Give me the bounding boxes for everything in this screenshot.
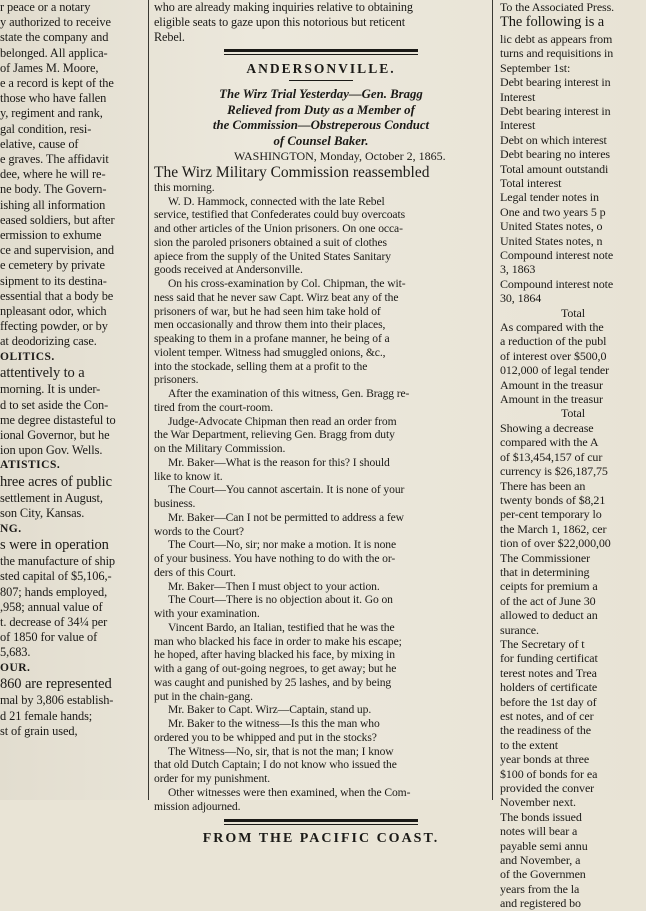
text-line: The following is a <box>500 14 605 31</box>
text-line: NG. <box>0 522 22 535</box>
text-line: mission adjourned. <box>154 799 241 813</box>
text-line: Debt bearing interest in <box>500 103 611 118</box>
text-line: ermission to exhume <box>0 228 102 243</box>
text-line: Total amount outstandi <box>500 161 609 176</box>
text-line: with a gang of out-going negroes, to get away; but he <box>154 662 397 676</box>
text-line: 30, 1864 <box>500 291 542 306</box>
text-line: Interest <box>500 118 536 133</box>
text-line: compared with the A <box>500 435 599 450</box>
section-divider <box>224 54 418 55</box>
text-line: ional Governor, but he <box>0 427 110 442</box>
text-line: with your examination. <box>154 607 260 621</box>
text-line: Rebel. <box>154 29 185 44</box>
text-line: of $13,454,157 of cur <box>500 449 603 464</box>
text-line: before the 1st day of <box>500 694 597 709</box>
subhead-line: The Wirz Trial Yesterday—Gen. Bragg <box>219 87 423 102</box>
text-line: ders of this Court. <box>154 565 236 579</box>
text-line: on the Military Commission. <box>154 442 286 456</box>
text-line: son City, Kansas. <box>0 506 85 521</box>
text-line: ATISTICS. <box>0 459 61 472</box>
text-line: Compound interest note <box>500 276 614 291</box>
section-divider <box>224 824 418 825</box>
text-line: words to the Court? <box>154 524 244 538</box>
text-line: like to know it. <box>154 469 223 483</box>
text-line: elative, cause of <box>0 136 79 151</box>
section-title: ANDERSONVILLE. <box>246 61 396 77</box>
text-line: st of grain used, <box>0 723 78 738</box>
text-line: service, testified that Confederates could buy overcoats <box>154 208 405 222</box>
subhead-line: of Counsel Baker. <box>273 133 369 148</box>
text-line: Mr. Baker—What is the reason for this? I should <box>168 455 390 469</box>
text-line: Debt on which interest <box>500 132 607 147</box>
text-line: to the extent <box>500 737 559 752</box>
text-line: surance. <box>500 622 539 637</box>
text-line: United States notes, n <box>500 233 603 248</box>
text-line: notes will bear a <box>500 824 578 839</box>
text-line: est notes, and of cer <box>500 709 594 723</box>
intro-paragraph <box>154 0 488 44</box>
text-line: Debt bearing no interes <box>500 147 610 162</box>
text-line: for funding certificat <box>500 651 598 666</box>
text-line: dee, where he will re- <box>0 167 106 182</box>
text-line: order for my punishment. <box>154 772 271 786</box>
text-line: 3, 1863 <box>500 262 536 277</box>
text-line: t. decrease of 34¼ per <box>0 615 108 630</box>
text-line: The Court—No, sir; nor make a motion. It is none <box>168 538 397 552</box>
subhead-line: the Commission—Obstreperous Conduct <box>212 118 430 133</box>
text-line: $100 of bonds for ea <box>500 766 598 781</box>
text-line: state the company and <box>0 30 109 45</box>
text-line: the readiness of the <box>500 723 591 738</box>
text-line: of 1850 for value of <box>0 630 98 645</box>
text-line: terest notes and Trea <box>500 665 597 680</box>
text-line: prisoners of war, but he had seen him take hold of <box>154 304 381 318</box>
text-line: Amount in the treasur <box>500 377 603 392</box>
text-line: of the act of June 30 <box>500 593 596 608</box>
text-line: me degree distasteful to <box>0 412 116 427</box>
left-column-text <box>0 0 148 739</box>
text-line: settlement in August, <box>0 491 103 506</box>
text-line: The Commissioner <box>500 550 591 565</box>
text-line: y authorized to receive <box>0 15 111 30</box>
text-line: of the Governmen <box>500 867 586 882</box>
text-line: and other articles of the Union prisoners. On one occa- <box>154 222 403 236</box>
text-line: was caught and punished by 25 lashes, and by being <box>154 675 392 689</box>
column-rule <box>492 0 493 800</box>
text-line: speaking to them in a profane manner, he being of a <box>154 332 390 346</box>
text-line: allowed to deduct an <box>500 608 598 623</box>
text-line: The Court—You cannot ascertain. It is none of your <box>168 483 405 497</box>
text-line: Mr. Baker—Can I not be permitted to address a few <box>168 510 404 524</box>
section-divider <box>224 49 418 52</box>
text-line: ishing all information <box>0 197 106 212</box>
text-line: Total <box>561 305 585 320</box>
text-line: at deodorizing case. <box>0 334 97 349</box>
text-line: United States notes, o <box>500 219 603 234</box>
text-line: ce and supervision, and <box>0 243 115 258</box>
text-line: men occasionally and throw them into their places, <box>154 318 386 332</box>
text-line: provided the conver <box>500 781 595 796</box>
text-line: prisoners. <box>154 373 199 387</box>
text-line: year bonds at three <box>500 752 590 767</box>
text-line: Interest <box>500 89 536 104</box>
text-line: payable semi annu <box>500 838 588 853</box>
section-divider <box>224 819 418 822</box>
text-line: who are already making inquiries relative to obtaining <box>154 0 413 14</box>
text-line: OLITICS. <box>0 350 55 363</box>
right-column <box>496 0 646 911</box>
dateline: WASHINGTON, Monday, October 2, 1865. <box>234 149 446 164</box>
text-line: After the examination of this witness, Gen. Bragg re- <box>168 387 410 401</box>
text-line: the manufacture of ship <box>0 554 116 569</box>
text-line: ffecting powder, or by <box>0 319 108 334</box>
text-line: November next. <box>500 795 576 810</box>
left-column <box>0 0 148 800</box>
text-line: this morning. <box>154 180 215 194</box>
text-line: Debt bearing interest in <box>500 75 611 90</box>
text-line: currency is $26,187,75 <box>500 464 608 479</box>
text-line: ,958; annual value of <box>0 599 103 614</box>
text-line: 5,683. <box>0 645 31 660</box>
text-line: that old Dutch Captain; I do not know who issued the <box>154 758 397 772</box>
middle-column <box>151 0 491 847</box>
text-line: To the Associated Press. <box>500 0 615 14</box>
title-rule <box>289 80 353 81</box>
text-line: ion upon Gov. Wells. <box>0 443 103 458</box>
text-line: Vincent Bardo, an Italian, testified that he was the <box>168 620 395 634</box>
text-line: The Witness—No, sir, that is not the man; I know <box>168 744 394 758</box>
text-line: hree acres of public <box>0 473 112 490</box>
text-line: e a record is kept of the <box>0 76 114 91</box>
text-line: turns and requisitions in <box>500 46 614 61</box>
text-line: he hoped, after having blacked his face, by mixing in <box>154 648 395 662</box>
text-line: Legal tender notes in <box>500 190 599 205</box>
text-line: violent temper. Witness had smuggled onions, &c., <box>154 345 386 359</box>
text-line: There has been an <box>500 478 586 493</box>
next-section-title: FROM THE PACIFIC COAST. <box>202 831 440 847</box>
text-line: The bonds issued <box>500 809 582 824</box>
text-line: eased soldiers, but after <box>0 212 115 227</box>
text-line: tion of over $22,000,00 <box>500 536 611 551</box>
text-line: The Secretary of t <box>500 636 585 651</box>
text-line: Amount in the treasur <box>500 392 603 407</box>
text-line: that in determining <box>500 564 590 579</box>
text-line: of interest over $500,0 <box>500 348 607 363</box>
text-line: mal by 3,806 establish- <box>0 693 114 708</box>
text-line: Showing a decrease <box>500 420 594 435</box>
text-line: sion the paroled prisoners obtained a suit of clothes <box>154 235 387 249</box>
column-rule <box>148 0 149 800</box>
subhead-line: Relieved from Duty as a Member of <box>227 102 415 117</box>
text-line: morning. It is under- <box>0 382 101 397</box>
text-line: goods received at Andersonville. <box>154 263 303 277</box>
text-line: those who have fallen <box>0 91 107 106</box>
text-line: 012,000 of legal tender <box>500 363 609 378</box>
article-subhead <box>154 87 488 149</box>
text-line: attentively to a <box>0 364 85 381</box>
text-line: business. <box>154 497 196 511</box>
text-line: s were in operation <box>0 536 109 553</box>
text-line: the War Department, relieving Gen. Bragg from duty <box>154 428 395 442</box>
text-line: W. D. Hammock, connected with the late Rebel <box>168 194 385 208</box>
text-line: into the stockade, selling them at a profit to the <box>154 359 368 373</box>
text-line: Total interest <box>500 175 562 190</box>
text-line: On his cross-examination by Col. Chipman, the wit- <box>168 277 406 291</box>
text-line: Judge-Advocate Chipman then read an order from <box>168 414 397 428</box>
text-line: sipment to its destina- <box>0 273 107 288</box>
text-line: man who blacked his face in order to make his escape; <box>154 634 402 648</box>
text-line: a reduction of the publ <box>500 334 607 349</box>
text-line: September 1st: <box>500 60 571 75</box>
text-line: Compound interest note <box>500 248 614 262</box>
right-column-text <box>496 0 646 911</box>
text-line: 807; hands employed, <box>0 584 108 599</box>
text-line: of James M. Moore, <box>0 60 99 75</box>
text-line: As compared with the <box>500 320 604 335</box>
text-line: npleasant odor, which <box>0 304 107 319</box>
lead-line: The Wirz Military Commission reassembled <box>154 163 430 181</box>
text-line: d to set aside the Con- <box>0 397 109 412</box>
text-line: apiece from the supply of the United States Sanitary <box>154 249 391 263</box>
text-line: y, regiment and rank, <box>0 106 103 121</box>
text-line: ceipts for premium a <box>500 579 598 594</box>
text-line: tired from the court-room. <box>154 400 274 414</box>
text-line: and November, a <box>500 853 581 868</box>
text-line: One and two years 5 p <box>500 204 606 219</box>
text-line: of your business. You have nothing to do with the or- <box>154 552 396 566</box>
text-line: Total <box>561 406 585 421</box>
text-line: essential that a body be <box>0 288 114 303</box>
article-body <box>154 181 488 814</box>
text-line: 860 are represented <box>0 675 112 692</box>
text-line: ne body. The Govern- <box>0 182 107 197</box>
text-line: years from the la <box>500 881 580 896</box>
text-line: eligible seats to gaze upon this notorious but reticent <box>154 14 406 29</box>
text-line: e graves. The affidavit <box>0 152 109 167</box>
text-line: lic debt as appears from <box>500 31 613 46</box>
text-line: belonged. All applica- <box>0 45 108 60</box>
text-line: sted capital of $5,106,- <box>0 569 112 584</box>
text-line: Other witnesses were then examined, when the Com- <box>168 785 411 799</box>
text-line: d 21 female hands; <box>0 708 93 723</box>
text-line: OUR. <box>0 661 31 674</box>
text-line: per-cent temporary lo <box>500 507 602 522</box>
text-line: gal condition, resi- <box>0 121 92 136</box>
text-line: Mr. Baker to the witness—Is this the man who <box>168 717 380 731</box>
text-line: twenty bonds of $8,21 <box>500 492 606 507</box>
text-line: ness said that he never saw Capt. Wirz beat any of the <box>154 290 399 304</box>
text-line: The Court—There is no objection about it. Go on <box>168 593 393 607</box>
text-line: Mr. Baker—Then I must object to your action. <box>168 579 380 593</box>
text-line: and registered bo <box>500 896 581 911</box>
text-line: holders of certificate <box>500 680 598 695</box>
text-line: e cemetery by private <box>0 258 105 273</box>
text-line: Mr. Baker to Capt. Wirz—Captain, stand up. <box>168 703 372 717</box>
text-line: ordered you to be whipped and put in the stocks? <box>154 730 377 744</box>
text-line: put in the chain-gang. <box>154 689 253 703</box>
text-line: the March 1, 1862, cer <box>500 521 607 536</box>
text-line: r peace or a notary <box>0 0 91 14</box>
